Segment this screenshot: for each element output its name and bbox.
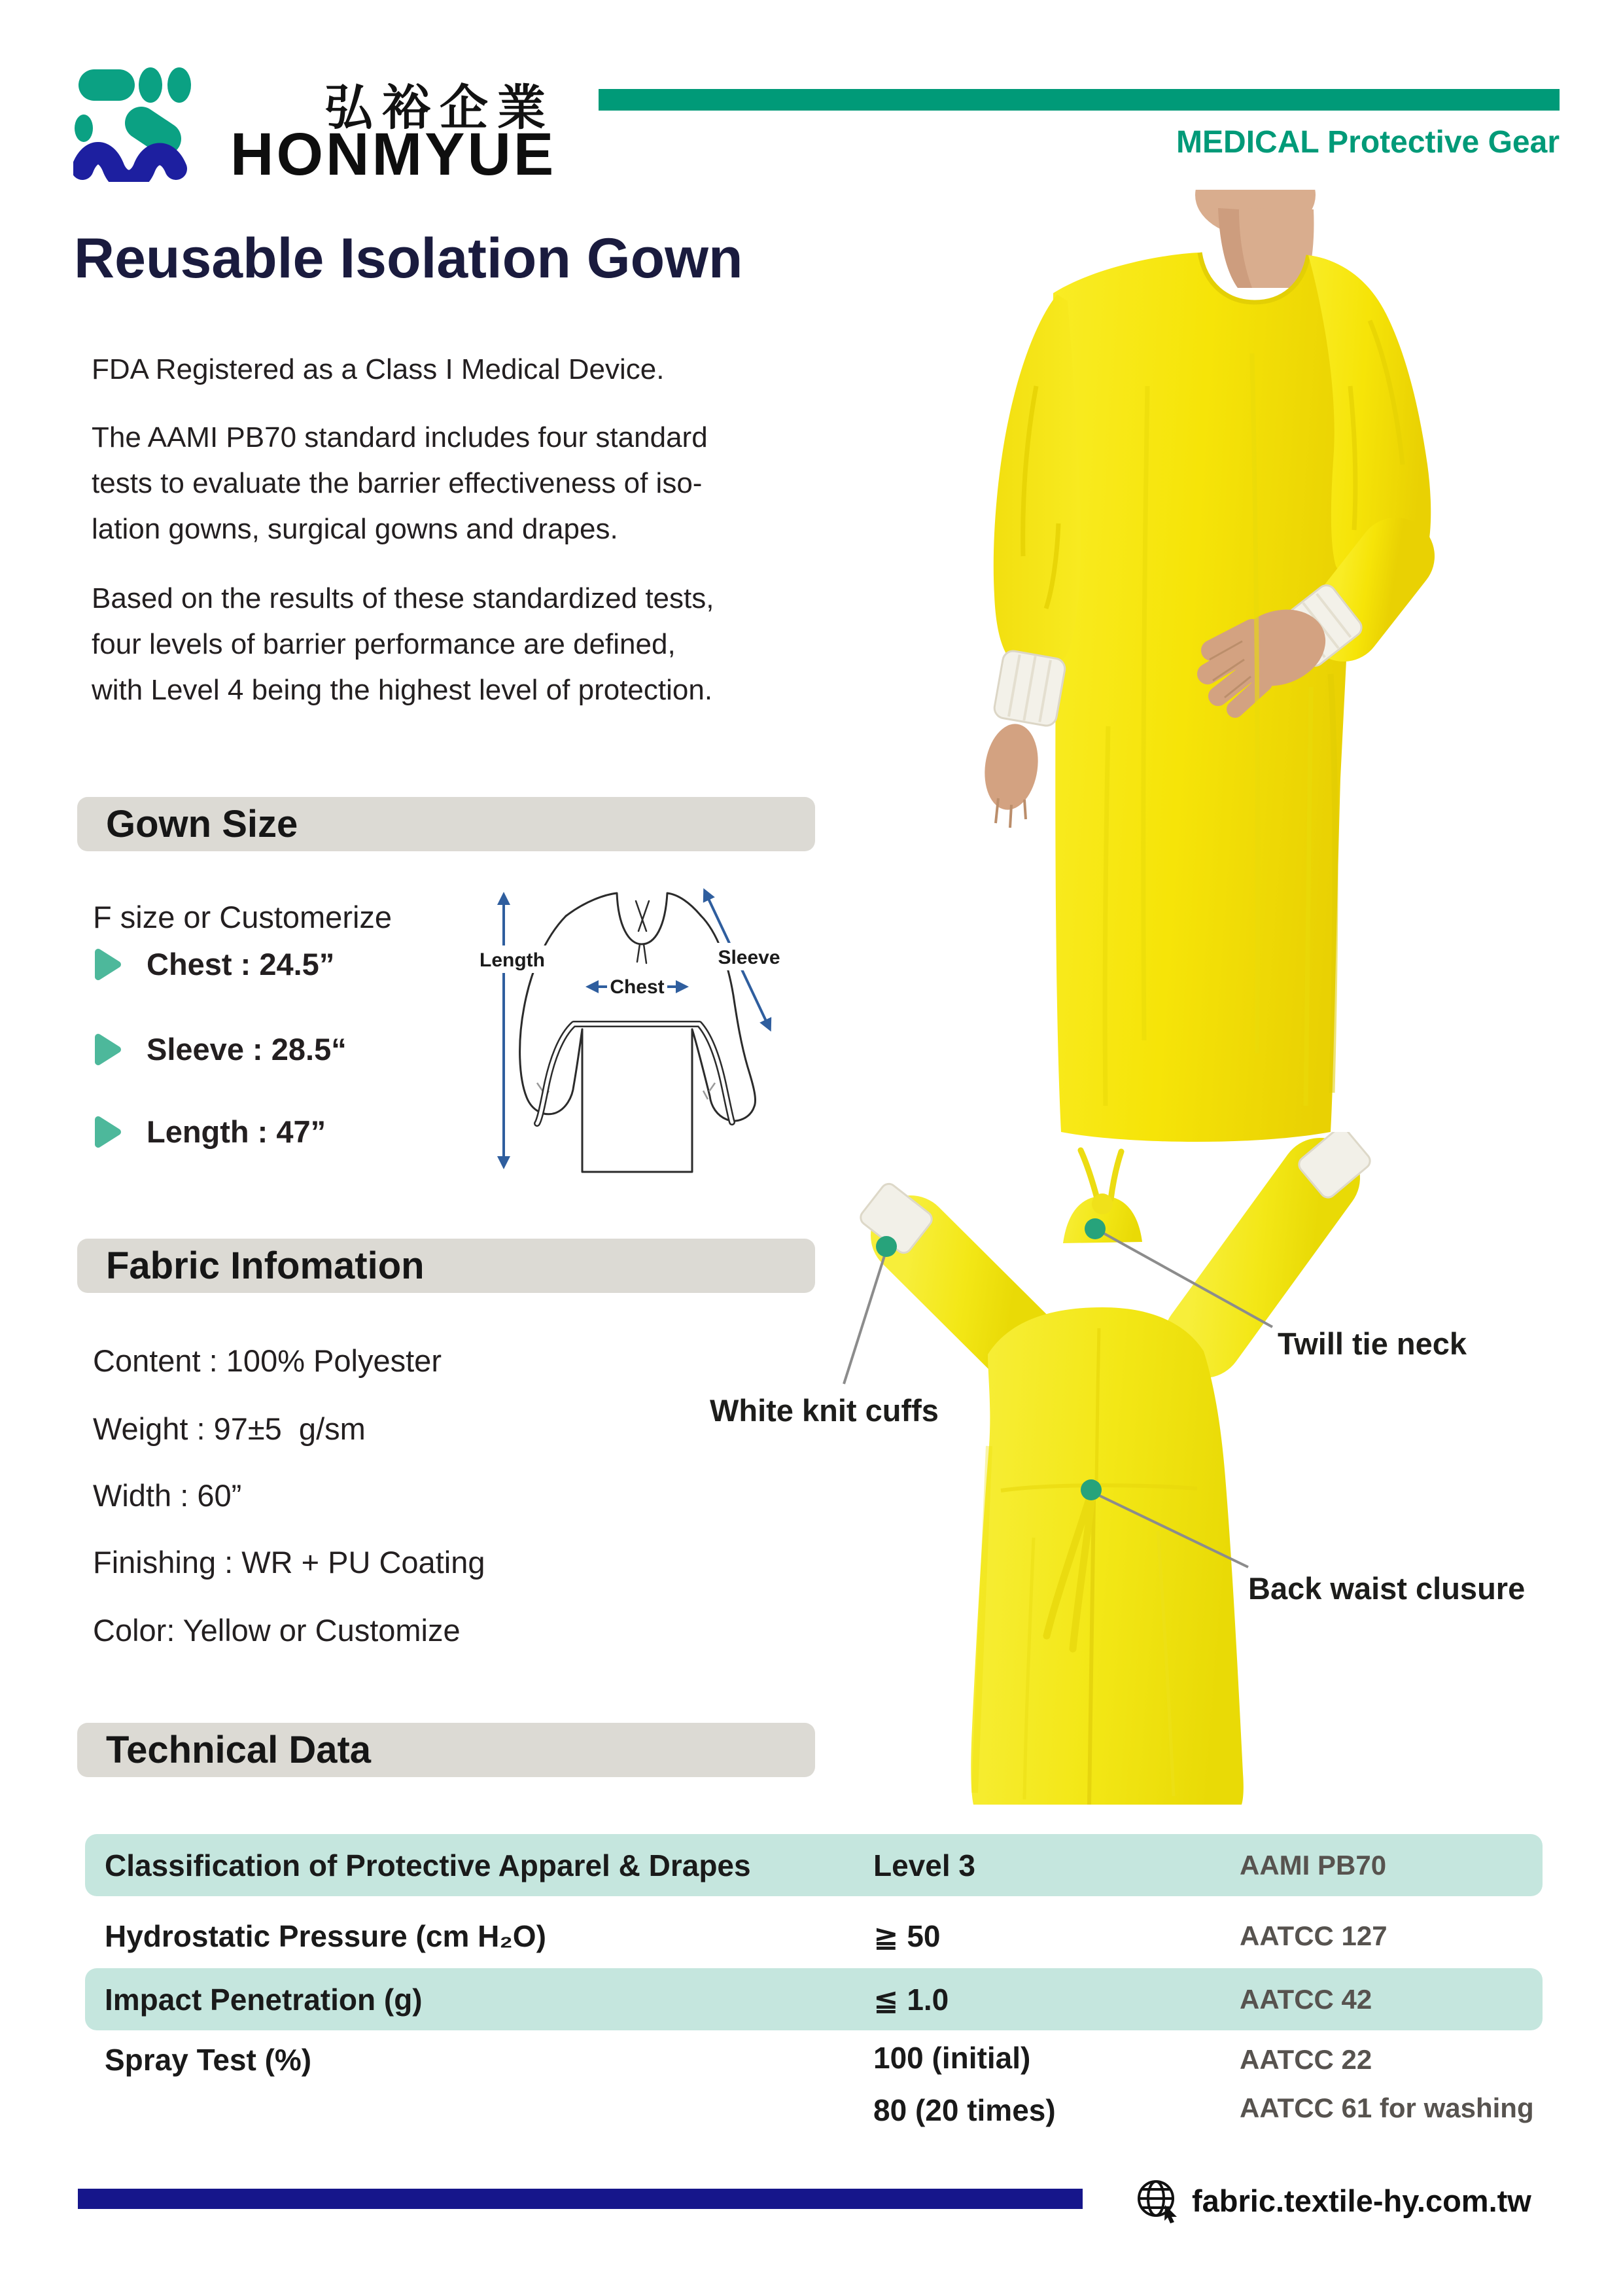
intro-paragraph-3 — [92, 576, 714, 713]
row4-standards — [1240, 2032, 1534, 2136]
bullet-chest-label: Chest : 24.5” — [147, 947, 335, 981]
fabric-line-width: Width : 60” — [93, 1478, 242, 1513]
table-row-hydrostatic — [85, 1901, 1543, 1971]
row4-standard-line1: AATCC 22 — [1240, 2044, 1372, 2075]
bullet-length — [93, 1114, 326, 1150]
gown-size-subtitle: F size or Customerize — [93, 900, 393, 934]
footer-accent-bar — [78, 2189, 1083, 2209]
technical-heading: Technical Data — [106, 1729, 372, 1771]
intro-paragraph-1: FDA Registered as a Class I Medical Device. — [92, 353, 665, 385]
table-row-spray — [85, 2032, 1543, 2136]
bullet-length-label: Length : 47” — [147, 1114, 326, 1149]
row1-name: Classification of Protective Apparel & Drapes — [105, 1848, 751, 1882]
gown-size-heading: Gown Size — [106, 803, 298, 845]
company-name-cjk: 弘裕企業 — [324, 80, 555, 135]
intro-p3-line2: four levels of barrier performance are defined, — [92, 628, 676, 660]
annotation-waist: Back waist clusure — [1248, 1571, 1526, 1606]
intro-p2-line1: The AAMI PB70 standard includes four standard — [92, 421, 708, 453]
company-name-en: HONMYUE — [230, 121, 557, 188]
fabric-line-content: Content : 100% Polyester — [93, 1343, 442, 1378]
gown-size-heading-bar — [77, 797, 815, 851]
fabric-line-weight: Weight : 97±5 g/sm — [93, 1411, 366, 1446]
row4-name: Spray Test (%) — [105, 2043, 312, 2077]
row3-standard: AATCC 42 — [1240, 1983, 1372, 2015]
row2-value: ≧ 50 — [873, 1919, 941, 1953]
diagram-sleeve-label: Sleeve — [718, 947, 780, 968]
bullet-arrow-icon — [93, 1114, 123, 1150]
bullet-sleeve — [93, 1031, 347, 1067]
table-row-impact — [85, 1968, 1543, 2030]
neck-marker-dot — [1085, 1218, 1106, 1239]
row4-values — [873, 2032, 1056, 2136]
technical-heading-bar — [77, 1723, 815, 1777]
page-title: Reusable Isolation Gown — [74, 227, 743, 290]
bullet-chest — [93, 946, 334, 982]
fabric-heading: Fabric Infomation — [106, 1245, 425, 1287]
row3-value: ≦ 1.0 — [873, 1982, 949, 2017]
back-gown-photo — [680, 1132, 1623, 1812]
intro-p3-line3: with Level 4 being the highest level of protection. — [92, 674, 713, 706]
annotation-neck: Twill tie neck — [1278, 1326, 1467, 1361]
row4-value-line2: 80 (20 times) — [873, 2093, 1056, 2127]
fabric-line-color: Color: Yellow or Customize — [93, 1613, 461, 1648]
diagram-chest-label: Chest — [610, 976, 665, 998]
table-row-classification — [85, 1834, 1543, 1896]
bullet-arrow-icon — [93, 1032, 123, 1067]
row3-name: Impact Penetration (g) — [105, 1982, 423, 2017]
intro-p2-line3: lation gowns, surgical gowns and drapes. — [92, 513, 618, 545]
row4-value-line1: 100 (initial) — [873, 2041, 1031, 2075]
row4-standard-line2: AATCC 61 for washing — [1240, 2093, 1534, 2123]
globe-icon — [1134, 2176, 1182, 2225]
front-gown-photo — [912, 190, 1623, 1171]
bullet-arrow-icon — [93, 947, 123, 982]
cuff-marker-dot — [876, 1236, 897, 1257]
row1-value: Level 3 — [873, 1848, 975, 1882]
annotation-cuffs: White knit cuffs — [710, 1393, 939, 1428]
fabric-line-finishing: Finishing : WR + PU Coating — [93, 1545, 485, 1580]
intro-p2-line2: tests to evaluate the barrier effectiveness of iso- — [92, 467, 703, 499]
footer-url[interactable]: fabric.textile-hy.com.tw — [1192, 2183, 1531, 2218]
waist-marker-dot — [1081, 1479, 1102, 1500]
company-logo — [73, 65, 225, 182]
row2-name: Hydrostatic Pressure (cm H₂O) — [105, 1919, 546, 1953]
intro-p3-line1: Based on the results of these standardized tests, — [92, 582, 714, 614]
header-tagline: MEDICAL Protective Gear — [1176, 125, 1560, 160]
header-accent-bar — [599, 89, 1560, 111]
intro-paragraph-2 — [92, 415, 708, 552]
row1-standard: AAMI PB70 — [1240, 1849, 1387, 1881]
bullet-sleeve-label: Sleeve : 28.5“ — [147, 1032, 347, 1067]
diagram-length-label: Length — [480, 949, 545, 971]
row2-standard: AATCC 127 — [1240, 1920, 1387, 1951]
